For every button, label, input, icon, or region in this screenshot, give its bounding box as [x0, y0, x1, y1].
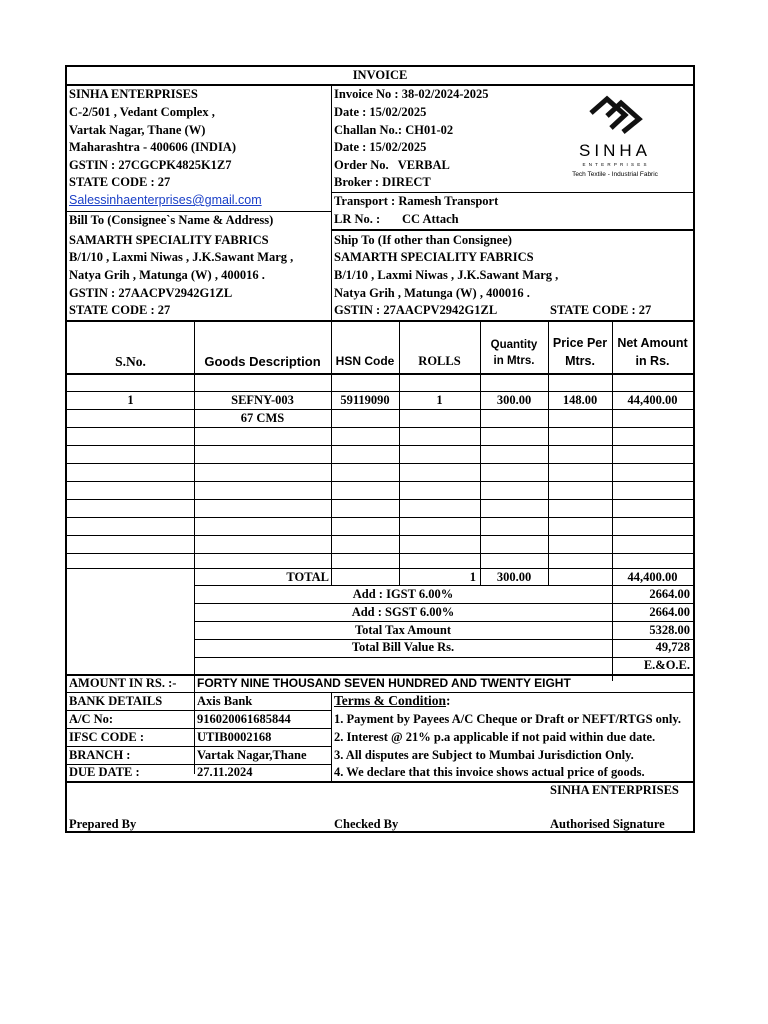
total-net-amount: 44,400.00 — [627, 570, 678, 584]
item-price: 148.00 — [562, 393, 598, 407]
seller-address-1: C-2/501 , Vedant Complex , — [69, 105, 215, 119]
seller-address-2: Vartak Nagar, Thane (W) — [69, 123, 206, 137]
account-number-value: 916020061685844 — [197, 712, 291, 726]
logo-subtitle: E N T E R P R I S E S — [582, 162, 648, 167]
terms-item-3: 3. All disputes are Subject to Mumbai Jurisdiction Only. — [334, 748, 634, 762]
bill-to-state-code: STATE CODE : 27 — [69, 303, 171, 317]
eoe-note: E.&O.E. — [643, 658, 690, 672]
item-description: SEFNY-003 — [231, 393, 294, 407]
terms-title: Terms & Condition — [334, 693, 447, 708]
sgst-value: 2664.00 — [649, 605, 690, 619]
logo-tagline: Tech Textile - Industrial Fabric — [572, 171, 658, 178]
table-row-line — [67, 463, 693, 464]
company-logo — [555, 91, 675, 187]
terms-item-2: 2. Interest @ 21% p.a applicable if not paid within due date. — [334, 730, 656, 744]
table-row-line — [67, 445, 693, 446]
header-price-line1: Price Per — [552, 336, 608, 350]
sgst-label: Add : SGST 6.00% — [351, 605, 455, 619]
seller-state-code: STATE CODE : 27 — [69, 175, 171, 189]
item-net-amount: 44,400.00 — [627, 393, 678, 407]
bank-terms-divider — [331, 692, 332, 782]
table-row-line — [67, 499, 693, 500]
invoice-date: Date : 15/02/2025 — [334, 105, 427, 119]
invoice-title: INVOICE — [352, 68, 408, 82]
table-header-bottom — [67, 373, 693, 375]
bill-to-name: SAMARTH SPECIALITY FABRICS — [69, 233, 269, 247]
header-net-amount-line2: in Rs. — [635, 354, 670, 368]
ifsc-label: IFSC CODE : — [69, 730, 145, 744]
total-tax-value: 5328.00 — [649, 623, 690, 637]
header-hsn-code: HSN Code — [335, 354, 395, 368]
terms-heading — [334, 692, 451, 709]
ship-to-name: SAMARTH SPECIALITY FABRICS — [334, 250, 534, 264]
due-date-label: DUE DATE : — [69, 765, 140, 779]
header-net-amount-line1: Net Amount — [617, 336, 688, 350]
invoice-document — [65, 65, 695, 833]
bank-details-label: BANK DETAILS — [69, 694, 163, 708]
lr-number-value: CC Attach — [402, 212, 459, 226]
amount-words-label: AMOUNT IN RS. :- — [69, 676, 177, 690]
header-sno: S.No. — [115, 354, 146, 369]
terms-item-4: 4. We declare that this invoice shows actual price of goods. — [334, 765, 645, 779]
prepared-by: Prepared By — [69, 817, 137, 831]
item-description-size: 67 CMS — [240, 411, 285, 425]
header-goods-description: Goods Description — [204, 354, 321, 369]
table-row-line — [67, 409, 693, 410]
col-divider-sno — [194, 321, 195, 774]
total-bill-label: Total Bill Value Rs. — [351, 640, 455, 654]
table-row-line — [67, 481, 693, 482]
ship-to-state-code: STATE CODE : 27 — [550, 303, 652, 317]
header-rolls: ROLLS — [418, 354, 461, 368]
ship-to-label: Ship To (If other than Consignee) — [334, 233, 512, 247]
terms-item-1: 1. Payment by Payees A/C Cheque or Draft or NEFT/RTGS only. — [334, 712, 682, 726]
ship-to-address-1: B/1/10 , Laxmi Niwas , J.K.Sawant Marg , — [334, 268, 559, 282]
amount-words-value: FORTY NINE THOUSAND SEVEN HUNDRED AND TWENTY EIGHT — [197, 676, 571, 690]
ship-to-address-2: Natya Grih , Matunga (W) , 400016 . — [334, 286, 530, 300]
table-row-line — [67, 517, 693, 518]
total-quantity: 300.00 — [496, 570, 532, 584]
order-number: Order No. VERBAL — [334, 158, 450, 172]
ship-to-gstin: GSTIN : 27AACPV2942G1ZL — [334, 303, 498, 317]
transport: Transport : Ramesh Transport — [334, 194, 499, 208]
account-number-label: A/C No: — [69, 712, 114, 726]
header-price-line2: Mtrs. — [565, 354, 595, 368]
item-quantity: 300.00 — [496, 393, 532, 407]
header-column-divider — [331, 86, 332, 321]
table-row-line — [67, 553, 693, 554]
terms-colon: : — [446, 693, 451, 708]
total-tax-label: Total Tax Amount — [354, 623, 452, 637]
total-rolls: 1 — [469, 570, 476, 584]
branch-label: BRANCH : — [69, 748, 131, 762]
bill-to-gstin: GSTIN : 27AACPV2942G1ZL — [69, 286, 233, 300]
seller-name: SINHA ENTERPRISES — [69, 87, 198, 101]
header-quantity-line2: in Mtrs. — [493, 355, 535, 367]
item-rolls: 1 — [436, 393, 443, 407]
due-date-value: 27.11.2024 — [197, 765, 253, 779]
total-label: TOTAL — [286, 570, 329, 584]
total-bill-value: 49,728 — [655, 640, 690, 654]
broker: Broker : DIRECT — [334, 175, 431, 189]
bill-to-address-1: B/1/10 , Laxmi Niwas , J.K.Sawant Marg , — [69, 250, 294, 264]
ifsc-value: UTIB0002168 — [197, 730, 272, 744]
item-sno: 1 — [127, 393, 134, 407]
address-table-divider — [67, 320, 693, 322]
igst-label: Add : IGST 6.00% — [352, 587, 454, 601]
bill-to-address-2: Natya Grih , Matunga (W) , 400016 . — [69, 268, 265, 282]
bank-name: Axis Bank — [197, 694, 253, 708]
table-row-line — [67, 568, 693, 569]
invoice-number: Invoice No : 38-02/2024-2025 — [334, 87, 489, 101]
item-hsn-code: 59119090 — [340, 393, 390, 407]
table-row-line — [67, 427, 693, 428]
igst-value: 2664.00 — [649, 587, 690, 601]
challan-number: Challan No.: CH01-02 — [334, 123, 454, 137]
challan-date: Date : 15/02/2025 — [334, 140, 427, 154]
header-quantity-line1: Quantity — [490, 339, 538, 351]
lr-number-label: LR No. : — [334, 212, 381, 226]
checked-by: Checked By — [334, 817, 399, 831]
seller-gstin: GSTIN : 27CGCPK4825K1Z7 — [69, 158, 232, 172]
seller-address-3: Maharashtra - 400606 (INDIA) — [69, 140, 236, 154]
seller-email-link[interactable]: Salessinhaenterprises@gmail.com — [69, 193, 262, 207]
logo-wordmark: SINHA — [579, 141, 651, 160]
bill-to-label: Bill To (Consignee`s Name & Address) — [69, 213, 274, 227]
branch-value: Vartak Nagar,Thane — [197, 748, 307, 762]
footer-company-name: SINHA ENTERPRISES — [550, 783, 679, 797]
table-row-line — [67, 535, 693, 536]
authorised-signature: Authorised Signature — [550, 817, 665, 831]
transport-ship-divider — [331, 229, 693, 231]
